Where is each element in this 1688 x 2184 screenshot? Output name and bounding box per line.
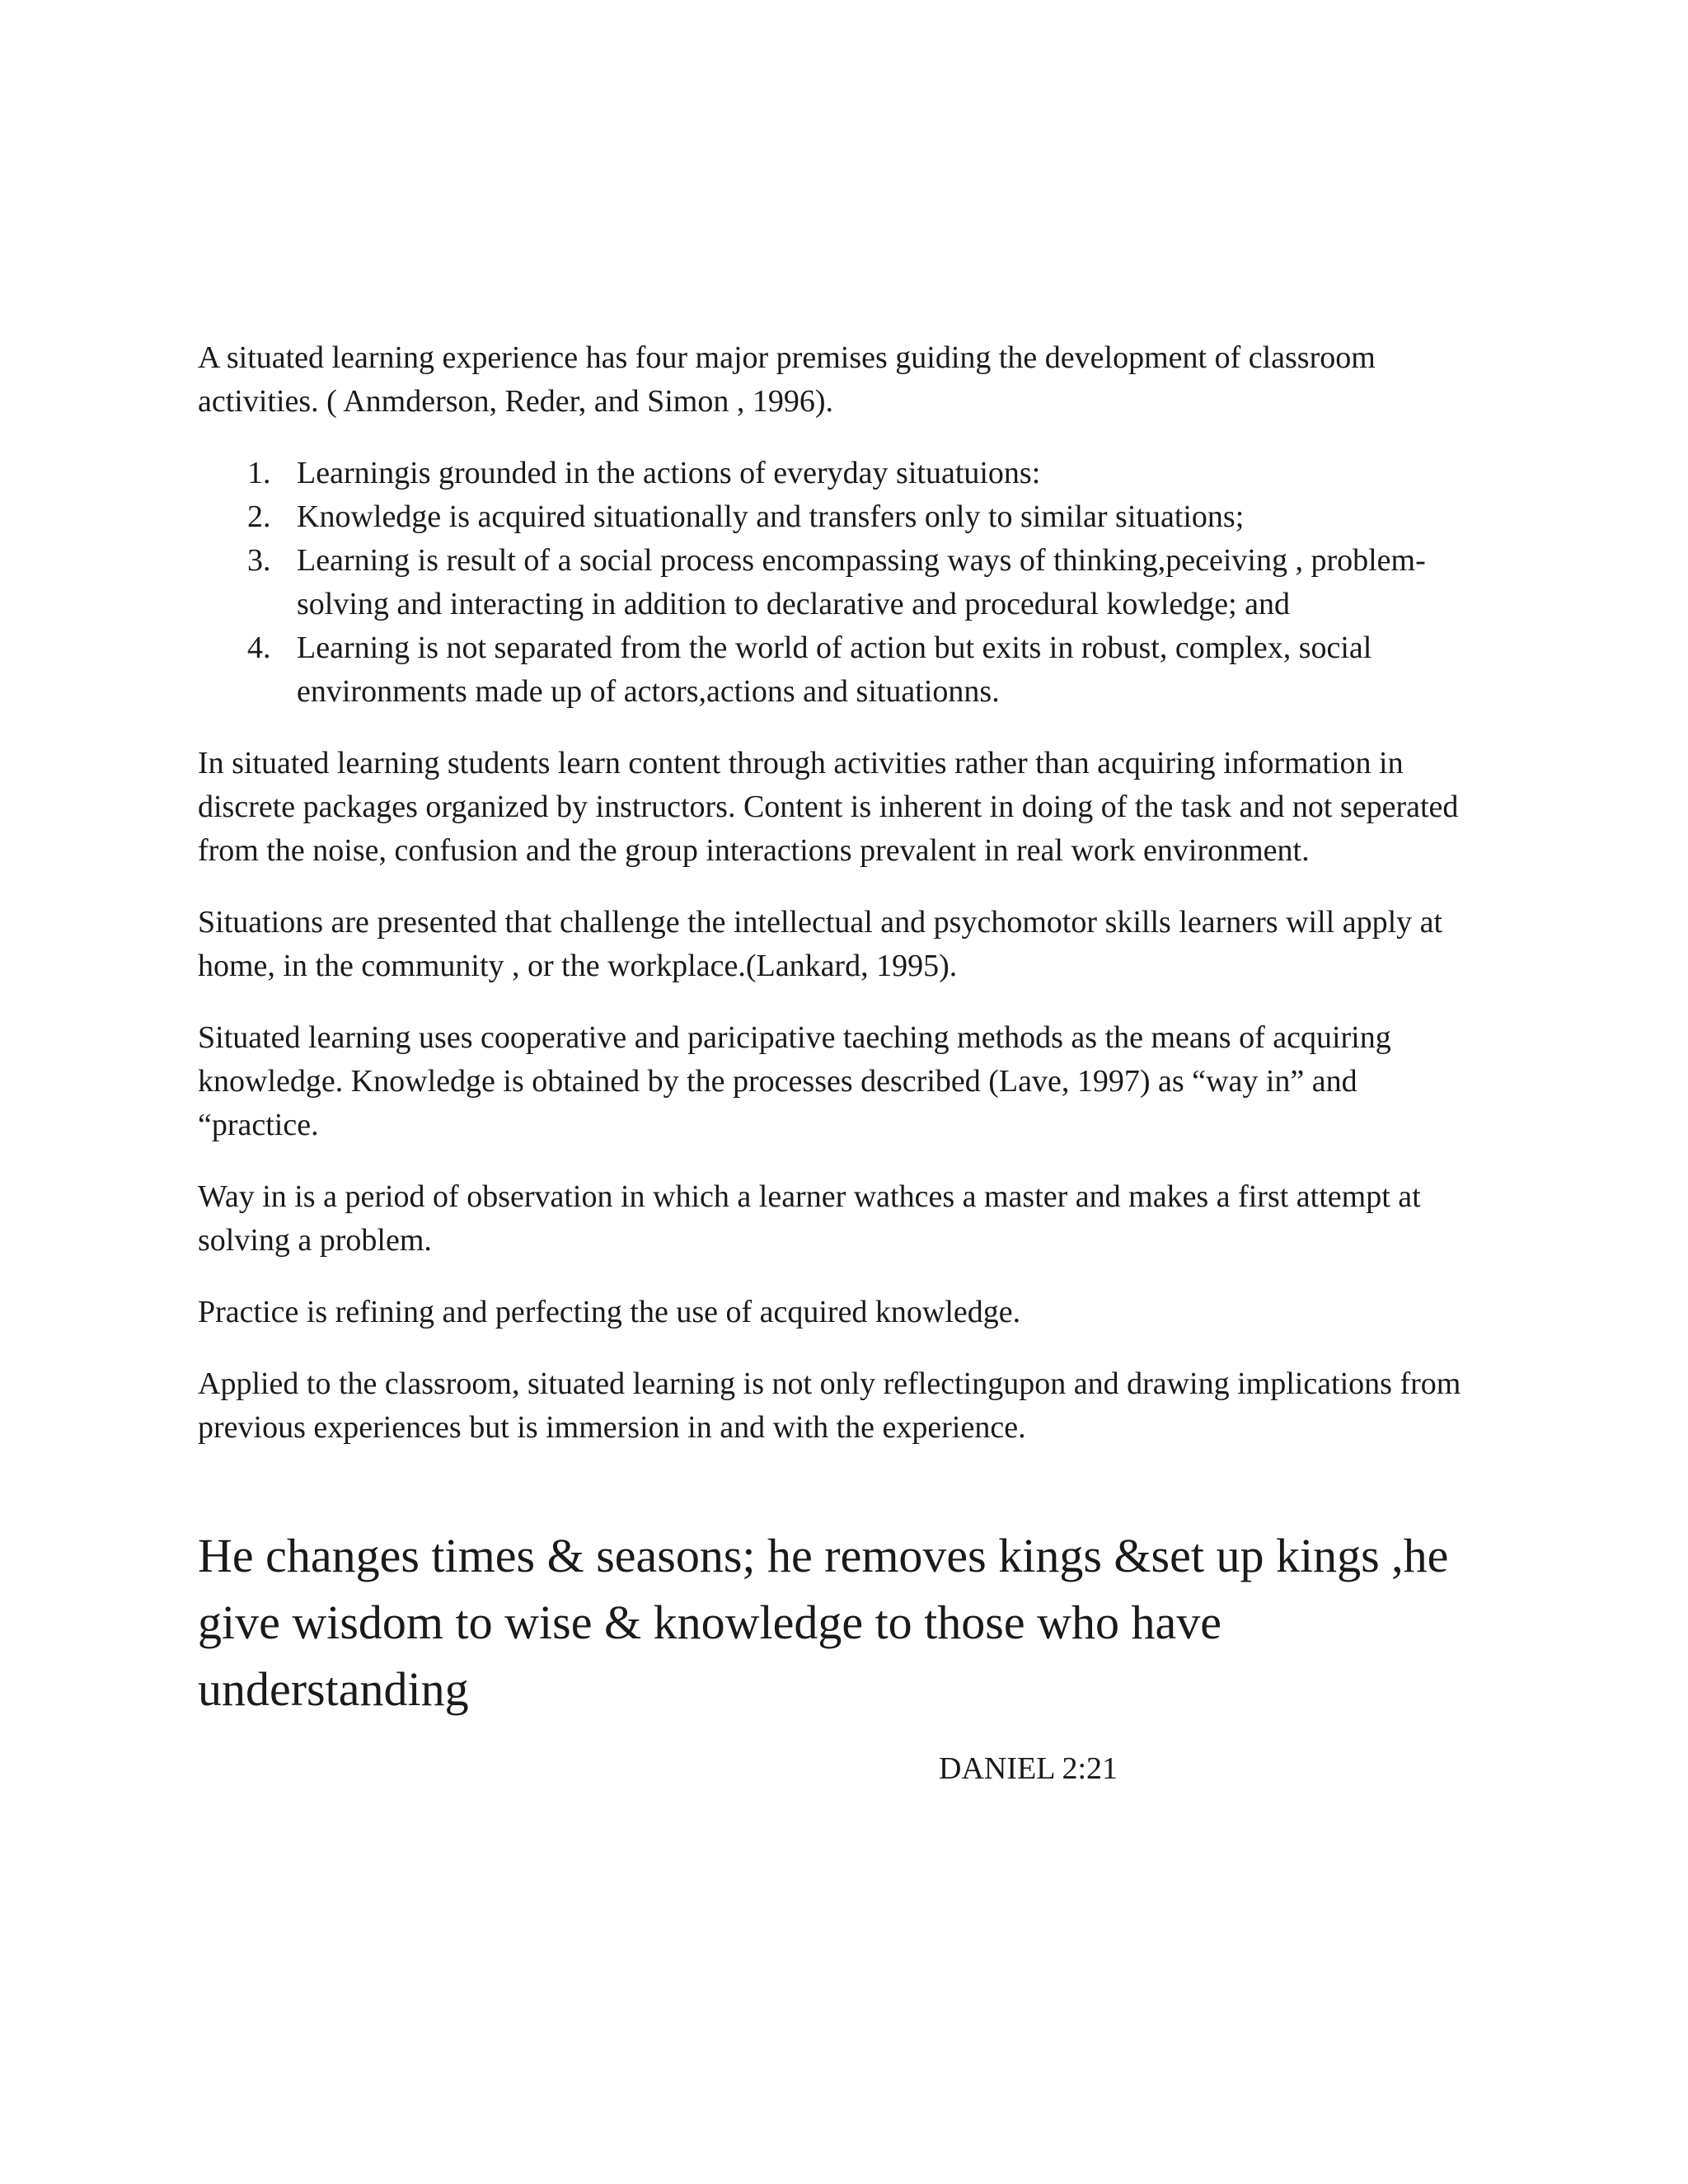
list-item-text: Learning is not separated from the world of action but exits in robust, complex, social environments made up of actors,actions and situationns.: [297, 630, 1372, 709]
list-item: [198, 452, 1484, 495]
list-item-number: 2.: [247, 499, 271, 534]
list-item-text: Knowledge is acquired situationally and transfers only to similar situations;: [297, 499, 1245, 534]
body-paragraph: Situations are presented that challenge the intellectual and psychomotor skills learners will apply at home, in the community , or the workplace.(Lankard, 1995).: [198, 905, 1443, 983]
premises-list: [198, 452, 1484, 714]
list-item-number: 4.: [247, 630, 271, 665]
quote-attribution: DANIEL 2:21: [939, 1751, 1118, 1786]
list-item-number: 3.: [247, 543, 271, 578]
list-item-text: Learningis grounded in the actions of everyday situatuions:: [297, 456, 1041, 490]
list-item: [198, 539, 1484, 626]
list-item: [198, 495, 1484, 539]
body-paragraph: Applied to the classroom, situated learning is not only reflectingupon and drawing implications from previous experiences but is immersion in and with the experience.: [198, 1366, 1461, 1445]
body-paragraph: Practice is refining and perfecting the use of acquired knowledge.: [198, 1295, 1021, 1329]
body-paragraph: In situated learning students learn content through activities rather than acquiring information in discrete packages organized by instructors. Content is inherent in doing of the task and not seperated from the noise, confusion and the group interactions prevalent in real work environment.: [198, 746, 1459, 868]
body-paragraph: Way in is a period of observation in which a learner wathces a master and makes a first attempt at solving a problem.: [198, 1179, 1421, 1258]
list-item-text: Learning is result of a social process encompassing ways of thinking,peceiving , problem-solving and interacting in addition to declarative and procedural kowledge; and: [297, 543, 1426, 621]
document-page: [198, 336, 1484, 1791]
body-paragraph: Situated learning uses cooperative and paricipative taeching methods as the means of acquiring knowledge. Knowledge is obtained by the processes described (Lave, 1997) as “way in” and “practice.: [198, 1020, 1391, 1142]
list-item: [198, 626, 1484, 714]
intro-paragraph: A situated learning experience has four major premises guiding the development of classroom activities. ( Anmderson, Reder, and Simon , 1996).: [198, 340, 1376, 419]
scripture-quote: He changes times & seasons; he removes kings &set up kings ,he give wisdom to wise & knowledge to those who have understanding: [198, 1529, 1449, 1716]
list-item-number: 1.: [247, 456, 271, 490]
